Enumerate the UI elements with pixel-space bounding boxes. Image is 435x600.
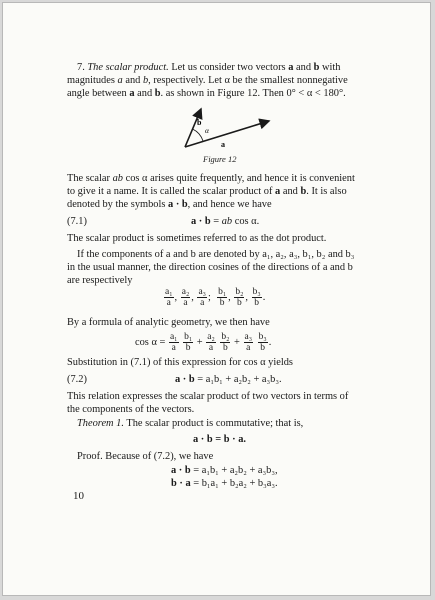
- label-a: a: [221, 140, 225, 149]
- equation-number: (7.2): [67, 374, 87, 385]
- theorem-statement: Theorem 1. The scalar product is commutative; that is,: [77, 418, 304, 429]
- theorem-label: Theorem 1.: [77, 418, 124, 429]
- text-line: The scalar product is sometimes referred to as the dot product.: [67, 233, 327, 244]
- section-title: The scalar product.: [87, 62, 169, 73]
- proof-line: Proof. Because of (7.2), we have: [77, 451, 214, 462]
- text-line: the components of the vectors.: [67, 404, 195, 415]
- theorem-equation: a · b = b · a.: [193, 434, 246, 445]
- text-line: to give it a name. It is called the scalar product of a and b. It is also: [67, 186, 347, 197]
- proof-label: Proof.: [77, 451, 103, 462]
- vector-b-arrow: [185, 109, 201, 147]
- section-heading-line: 7. The scalar product. Let us consider two vectors a and b with: [77, 62, 341, 73]
- angle-arc: [193, 129, 204, 141]
- text-line: Substitution in (7.1) of this expression for cos α yields: [67, 357, 293, 368]
- text-line: This relation expresses the scalar product of two vectors in terms of: [67, 391, 349, 402]
- figure-caption: Figure 12: [203, 154, 237, 164]
- page-number: 10: [73, 490, 84, 502]
- text-line: denoted by the symbols a · b, and hence we have: [67, 199, 272, 210]
- book-page: 7. The scalar product. Let us consider two vectors a and b with magnitudes a and b, respectively. Let α be the smallest nonnegative angle between a and b. as shown in Figure 12. Then 0° < α < 180°. b α a Figure 12 The scalar ab cos α arises quite frequently, and hence it is convenient to give it a name. It is called the scalar product of a and b. It is also denoted by the symbols a · b, and hence we have (7.1) a · b = ab cos α. The scalar product is sometimes referred to as the dot product. If the components of a and b are denoted by a₁, a₂, a₃, b₁, b₂ and b₃ in the usual manner, the direction cosines of the directions of a and b are respectively $\frac{\text{a₁}}{a}$ , $\frac{\text{a₂}}{a}$ , $\frac{\text{a₃}}{a}$ ; $\frac{\text{b₁}}{b}$ , $\frac{\text{b₂}}{b}$ , $\frac{\text{b₃}}{b}$ . By a formula of analytic geometry, we then have cos α = $\frac{\text{a₁}}{a}$ $\frac{\text{b₁}}{b}$ + $\frac{\text{a₂}}{a}$ $\frac{\text{b₂}}{b}$ + $\frac{\text{a₃}}{a}$ $\frac{\text{b₃}}{b}$ . Substitution in (7.1) of this expression for cos α yields (7.2) a · b = a₁b₁ + a₂b₂ + a₃b₃. This relation expresses the scalar product of two vectors in terms of the components of the vectors. Theorem 1. The scalar product is commutative; that is, a · b = b · a. Proof. Because of (7.2), we have a · b = a₁b₁ + a₂b₂ + a₃b₃, b · a = b₁a₁ + b₂a₂ + b₃a₃. 10: [2, 2, 431, 596]
- direction-cosines: $\frac{\text{a₁}}{a}$ , $\frac{\text{a₂}}{a}$ , $\frac{\text{a₃}}{a}$ ; $\frac{\text{b₁}}{b}$ , $\frac{\text{b₂}}{b}$ , $\frac{\text{b₃}}{b}$ .: [165, 287, 266, 308]
- text-line: are respectively: [67, 275, 133, 286]
- section-number: 7.: [77, 62, 85, 73]
- proof-equation-1: a · b = a₁b₁ + a₂b₂ + a₃b₃,: [171, 465, 278, 476]
- text-line: angle between a and b. as shown in Figure 12. Then 0° < α < 180°.: [67, 88, 346, 99]
- cos-alpha-equation: cos α = $\frac{\text{a₁}}{a}$ $\frac{\text{b₁}}{b}$ + $\frac{\text{a₂}}{a}$ $\frac{\text{b₂}}{b}$ + $\frac{\text{a₃}}{a}$ $\frac{\text{b₃}}{b}$ .: [135, 332, 272, 353]
- equation-number: (7.1): [67, 216, 87, 227]
- text-line: By a formula of analytic geometry, we then have: [67, 317, 270, 328]
- text-line: If the components of a and b are denoted by a₁, a₂, a₃, b₁, b₂ and b₃: [77, 249, 355, 260]
- text-line: magnitudes a and b, respectively. Let α be the smallest nonnegative: [67, 75, 348, 86]
- proof-equation-2: b · a = b₁a₁ + b₂a₂ + b₃a₃.: [171, 478, 278, 489]
- text-line: The scalar ab cos α arises quite frequently, and hence it is convenient: [67, 173, 355, 184]
- label-alpha: α: [205, 126, 209, 135]
- label-b: b: [197, 118, 202, 127]
- text-line: in the usual manner, the direction cosines of the directions of a and b: [67, 262, 353, 273]
